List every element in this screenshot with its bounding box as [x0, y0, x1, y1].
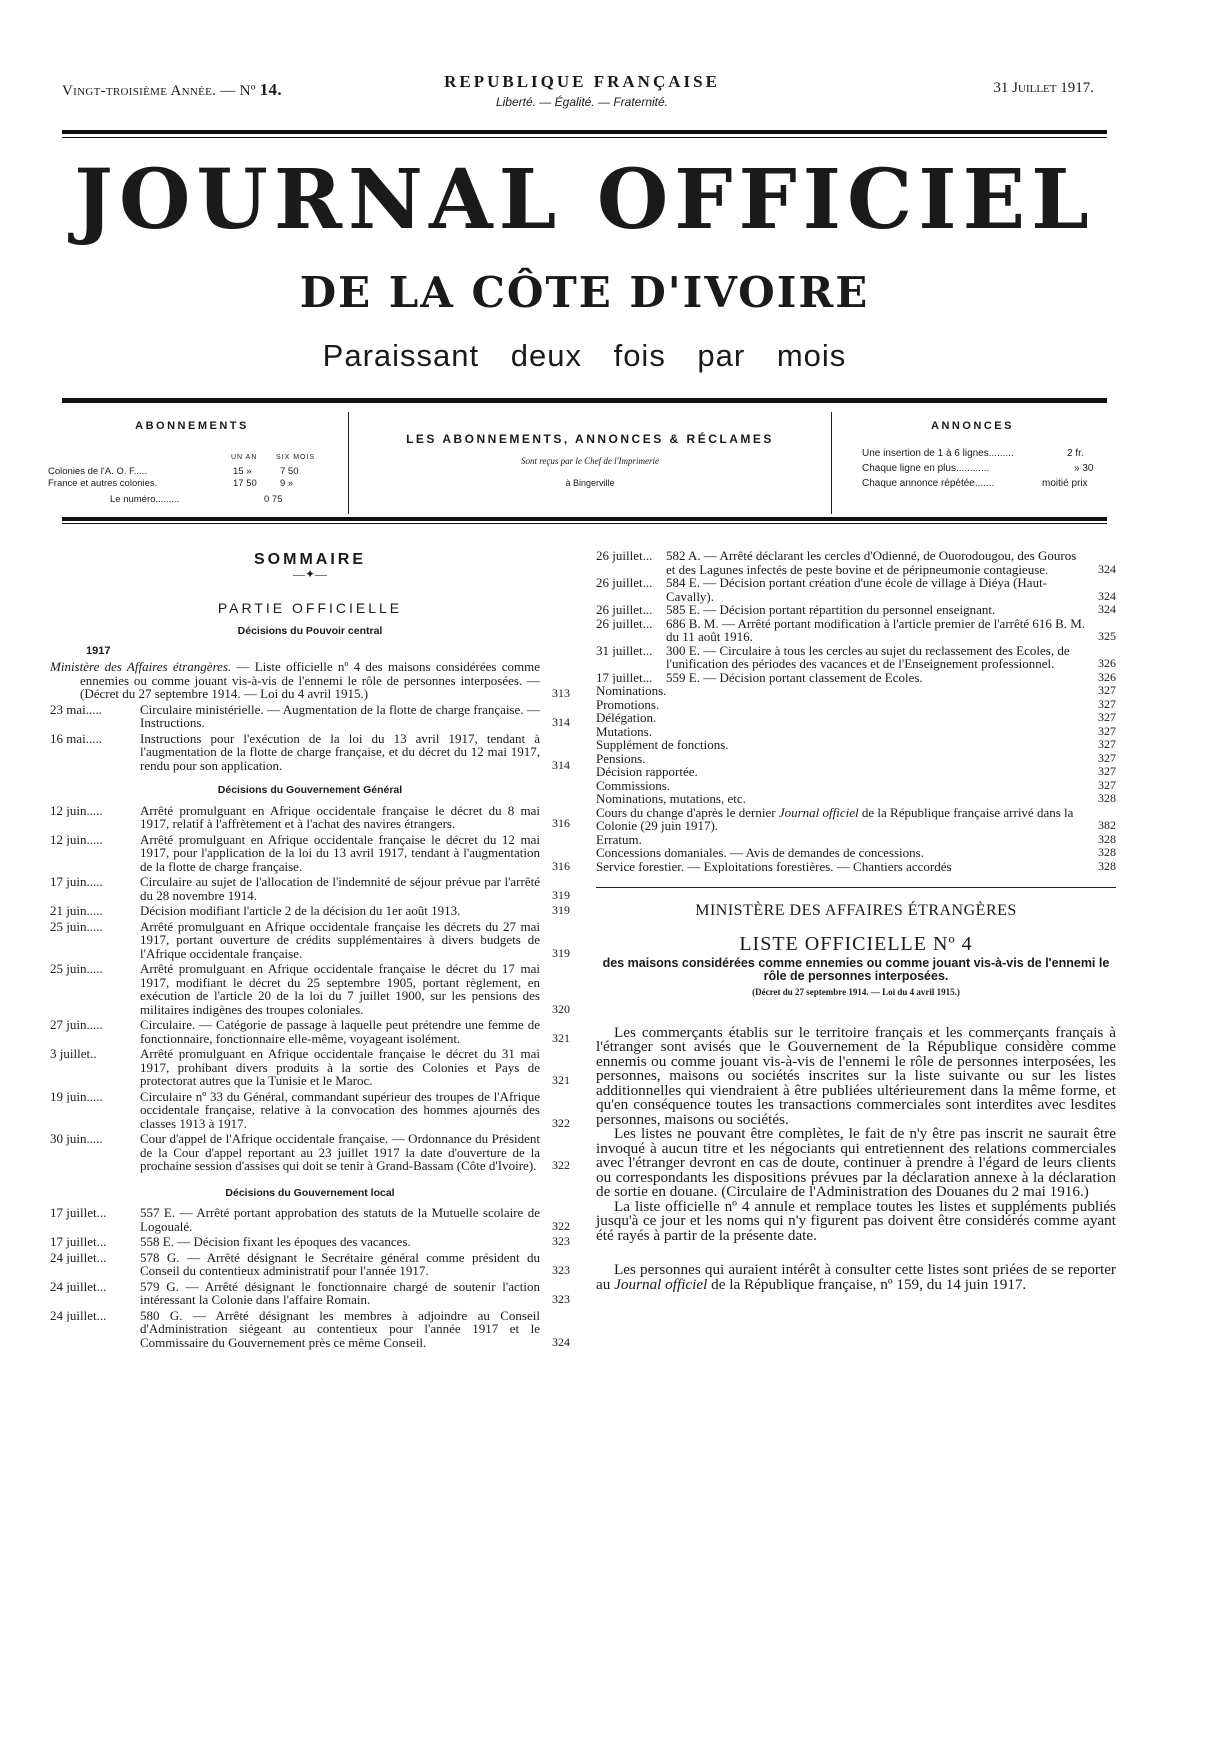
- sommaire-entry[interactable]: [596, 846, 1116, 860]
- entry-date: 3 juillet..: [50, 1047, 97, 1061]
- sommaire-entry[interactable]: [50, 1309, 570, 1350]
- abonnement-un-an: 15 »: [233, 466, 252, 477]
- annonce-row: [862, 463, 1102, 478]
- entry-text: Pensions.: [596, 751, 646, 765]
- entry-page: 322: [552, 1218, 570, 1233]
- sommaire-entry[interactable]: [50, 1251, 570, 1278]
- local-list: [50, 1206, 570, 1349]
- sommaire-entry[interactable]: [50, 1206, 570, 1233]
- divider: [596, 887, 1116, 888]
- entry-page: 327: [1098, 738, 1116, 751]
- entry-text: Circulaire nº 33 du Général, commandant supérieur des troupes de l'Afrique occidentale française, relative à la convocation des hommes ajournés des classes 1913 à 1917.: [140, 1088, 540, 1131]
- abonnements-box: [42, 412, 342, 514]
- entry-text: Concessions domaniales. — Avis de demandes de concessions.: [596, 846, 924, 860]
- sommaire-column: [50, 553, 570, 1351]
- abonnement-row: [48, 478, 348, 490]
- abonnement-label: France et autres colonies.: [48, 478, 158, 489]
- republic-name: REPUBLIQUE FRANÇAISE: [444, 72, 720, 91]
- ornament: —✦—: [292, 566, 328, 581]
- entry-page: 327: [1098, 765, 1116, 778]
- sommaire-entry[interactable]: [596, 711, 1116, 725]
- entry-text: Arrêté promulguant en Afrique occidentale française le décret du 12 mai 1917, pour l'application de la loi du 13 avril 1917, tendant à l'augmentation de la flotte de charge française.: [140, 831, 540, 874]
- entry-page: 322: [552, 1158, 570, 1172]
- entry-text: 585 E. — Décision portant répartition du personnel enseignant.: [666, 602, 996, 617]
- annonces-title: ANNONCES: [931, 420, 1014, 432]
- entry-page: 324: [1098, 588, 1116, 603]
- entry-date: 21 juin.....: [50, 904, 103, 918]
- entry-text: 584 E. — Décision portant création d'une école de village à Diéya (Haut-Cavally).: [666, 575, 1048, 604]
- sommaire-entry[interactable]: [596, 671, 1116, 685]
- sommaire-entry[interactable]: [596, 792, 1116, 806]
- journal-title: JOURNAL OFFICIEL: [74, 152, 1095, 248]
- entry-text: Arrêté promulguant en Afrique occidentale française le décret du 8 mai 1917, relatif à l'affrètement et à l'achat des navires étrangers.: [140, 802, 540, 831]
- sommaire-entry[interactable]: [50, 1018, 570, 1045]
- entry-text: 578 G. — Arrêté désignant le Secrétaire général comme président du Conseil du contentieux administratif pour l'année 1917.: [140, 1249, 540, 1278]
- right-simple-list: [596, 684, 1116, 806]
- cours-change-entry[interactable]: [596, 806, 1116, 833]
- entry-date: 26 juillet...: [596, 603, 653, 617]
- entry-page: 321: [552, 1030, 570, 1045]
- issue-number: 14.: [259, 80, 282, 99]
- entry-date: 24 juillet...: [50, 1279, 107, 1293]
- entry-page: 323: [552, 1234, 570, 1248]
- entry-text: Arrêté promulguant en Afrique occidentale française le décret du 17 mai 1917, modifiant le décret du 25 septembre 1905, portant règlement, en exécution de l'article 20 de la loi du 7 juillet 1900, sur les pensions des militaires indigènes des troupes coloniales.: [140, 961, 540, 1017]
- annonce-price: » 30: [1074, 463, 1094, 474]
- annonce-label: Chaque annonce répétée.......: [862, 478, 995, 489]
- entry-date: 12 juin.....: [50, 803, 103, 817]
- sommaire-entry[interactable]: [596, 603, 1116, 617]
- entry-page: 327: [1098, 724, 1116, 738]
- numero-label: Le numéro.........: [110, 494, 180, 505]
- sommaire-entry[interactable]: [596, 576, 1116, 603]
- entry-page: 323: [552, 1263, 570, 1277]
- entry-page: 319: [552, 903, 570, 917]
- entry-date: 19 juin.....: [50, 1089, 103, 1103]
- section-pouvoir-central: Décisions du Pouvoir central: [237, 625, 383, 637]
- liste-decret: (Décret du 27 septembre 1914. — Loi du 4 avril 1915.): [752, 987, 960, 997]
- entry-date: 31 juillet...: [596, 643, 653, 657]
- entry-page: 324: [552, 1334, 570, 1349]
- entry-text: Décision modifiant l'article 2 de la décision du 1er août 1913.: [140, 903, 461, 918]
- entry-page: 323: [552, 1292, 570, 1306]
- entry-text: Décision rapportée.: [596, 765, 698, 779]
- ministry-title: MINISTÈRE DES AFFAIRES ÉTRANGÈRES: [695, 902, 1017, 919]
- entry-page: 314: [552, 715, 570, 729]
- entry-text: Nominations, mutations, etc.: [596, 792, 746, 806]
- entry-text: Nominations.: [596, 684, 667, 698]
- abonnements-title: ABONNEMENTS: [135, 420, 249, 432]
- issue-date: 31 Juillet 1917.: [993, 80, 1094, 96]
- sommaire-entry[interactable]: [596, 549, 1116, 576]
- annonces-box: [838, 412, 1107, 514]
- right-column: [596, 549, 1116, 1292]
- entry-page: 319: [552, 887, 570, 902]
- entry-page: 324: [1098, 602, 1116, 616]
- entry-page: 325: [1098, 629, 1116, 643]
- entry-text: Service forestier. — Exploitations forestières. — Chantiers accordés: [596, 859, 952, 873]
- right-tail-list: [596, 833, 1116, 874]
- sommaire-entry[interactable]: [596, 738, 1116, 752]
- col-six-mois: SIX MOIS: [276, 454, 316, 461]
- entry-text: Erratum.: [596, 832, 642, 846]
- entry-page: 328: [1098, 832, 1116, 846]
- numero-price: 0 75: [264, 494, 283, 505]
- central-list: [50, 703, 570, 773]
- entry-page: 326: [1098, 656, 1116, 670]
- abonnement-un-an: 17 50: [233, 478, 257, 489]
- reception-line: Sont reçus par le Chef de l'Imprimerie: [520, 456, 660, 466]
- entry-page: 316: [552, 816, 570, 830]
- entry-page: 327: [1098, 684, 1116, 697]
- entry-ministry: Ministère des Affaires étrangères.: [50, 659, 232, 674]
- sommaire-entry[interactable]: [596, 765, 1116, 779]
- abonnement-row: [48, 466, 348, 478]
- right-dated-list: [596, 549, 1116, 684]
- article-paragraph: La liste officielle nº 4 annule et remplace toutes les listes et suppléments publiés jusqu'à ce jour et les noms qui n'y figurent pas doivent être considérés comme ayant été rayés à partir de la présente date.: [596, 1197, 1116, 1244]
- entry-page: 313: [552, 686, 570, 700]
- entry-text: 558 E. — Décision fixant les époques des vacances.: [140, 1234, 411, 1249]
- reception-box: [348, 412, 832, 514]
- sommaire-entry[interactable]: [596, 617, 1116, 644]
- entry-page: 320: [552, 1001, 570, 1016]
- entry-page: 327: [1098, 697, 1116, 711]
- year-issue: [62, 80, 282, 100]
- entry-page: 327: [1098, 778, 1116, 792]
- entry-date: 17 juillet...: [596, 670, 653, 684]
- entry-text: Promotions.: [596, 697, 660, 711]
- entry-text: Arrêté promulguant en Afrique occidentale française les décrets du 27 mai 1917, portant ouverture de crédits supplémentaires à divers budgets de l'Afrique occidentale française.: [140, 918, 540, 961]
- entry-date: 17 juillet...: [50, 1235, 107, 1249]
- section-gouvernement-local: Décisions du Gouvernement local: [225, 1186, 395, 1199]
- abonnements-table: [48, 454, 348, 506]
- republic-motto: Liberté. — Égalité. — Fraternité.: [495, 95, 669, 109]
- entry-date: 24 juillet...: [50, 1250, 107, 1264]
- entry-text: Circulaire au sujet de l'allocation de l'indemnité de séjour prévue par l'arrêté du 28 novembre 1914.: [140, 874, 540, 903]
- numero-row: [48, 494, 348, 506]
- entry-text: 300 E. — Circulaire à tous les cercles au sujet du reclassement des Ecoles, de l'unification des périodes des vacances et de l'Enseignement professionnel.: [666, 642, 1070, 671]
- entry-text: Délégation.: [596, 711, 657, 725]
- sommaire-entry[interactable]: [596, 779, 1116, 793]
- entry-page: 328: [1098, 792, 1116, 805]
- entry-text: Supplément de fonctions.: [596, 738, 729, 752]
- entry-page: 322: [552, 1115, 570, 1130]
- abonnement-six-mois: 7 50: [280, 466, 299, 477]
- sommaire-entry[interactable]: [50, 1235, 570, 1249]
- entry-date: 30 juin.....: [50, 1132, 103, 1146]
- entry-date: 25 juin.....: [50, 962, 103, 976]
- entry-page: 382: [1098, 818, 1116, 832]
- entry-page: 324: [1098, 561, 1116, 576]
- paragraph-journal: Journal officiel: [614, 1275, 708, 1293]
- sommaire-entry[interactable]: [50, 703, 570, 730]
- entry-page: 316: [552, 858, 570, 873]
- abonnements-header: [48, 454, 348, 466]
- entry-page: 327: [1098, 711, 1116, 724]
- article-paragraph: Les listes ne pouvant être complètes, le fait de n'y être pas inscrit ne saurait être invoqué à aucun titre et les négociants qui entretiennent des relations commerciales avec l'étranger devront en cas de doute, continuer à prendre à l'égard de leurs clients ou correspondants les dispositions prévues par la déclaration annexe à la déclaration de sortie en douane. (Circulaire de l'Administration des Douanes du 2 mai 1916.): [596, 1125, 1116, 1200]
- sommaire-entry[interactable]: [596, 698, 1116, 712]
- cours-text-end: de la République française arrivé dans la Colonie (29 juin 1917).: [596, 805, 1074, 833]
- entry-page: 326: [1098, 669, 1116, 684]
- sommaire-entry[interactable]: [50, 833, 570, 874]
- reception-title: LES ABONNEMENTS, ANNONCES & RÉCLAMES: [406, 432, 774, 446]
- cours-journal: Journal officiel: [778, 805, 859, 820]
- sommaire-entry[interactable]: [596, 833, 1116, 847]
- entry-text: Instructions pour l'exécution de la loi du 13 avril 1917, tendant à l'augmentation de la flotte de charge française, et du décret du 12 mai 1917, rendu pour son application.: [140, 730, 540, 773]
- sommaire-entry[interactable]: [596, 684, 1116, 698]
- liste-title: LISTE OFFICIELLE Nº 4: [739, 932, 973, 955]
- sommaire-entry[interactable]: [596, 644, 1116, 671]
- entry-date: 12 juin.....: [50, 832, 103, 846]
- year-label: Vingt-troisième Année. — Nº: [62, 83, 256, 99]
- entry-text: Commissions.: [596, 778, 671, 792]
- sommaire-entry[interactable]: [596, 752, 1116, 766]
- entry-page: 314: [552, 757, 570, 772]
- entry-text: — Liste officielle nº 4 des maisons considérées comme ennemies ou comme jouant vis-à-vis de l'ennemi le rôle de personnes interposées. — (Décret du 27 septembre 1914. — Loi du 4 avril 1915.): [80, 659, 540, 701]
- sommaire-entry[interactable]: [50, 804, 570, 831]
- entry-text: 579 G. — Arrêté désignant le fonctionnaire chargé de soutenir l'action intéressant la Colonie dans l'affaire Romain.: [140, 1278, 540, 1307]
- partie-officielle-heading: PARTIE OFFICIELLE: [217, 599, 403, 616]
- entry-text: Circulaire. — Catégorie de passage à laquelle peut prétendre une femme de fonctionnaire, fonctionnaire elle-même, voyageant isolément.: [140, 1017, 540, 1046]
- paragraph-text-end: de la République française, nº 159, du 14 juin 1917.: [707, 1275, 1027, 1293]
- entry-page: 321: [552, 1073, 570, 1087]
- entry-date: 26 juillet...: [596, 549, 653, 563]
- cours-text: Cours du change d'après le dernier: [596, 805, 779, 820]
- article-paragraph: Les commerçants établis sur le territoire français et les commerçants français à l'étranger sont avisés que le Gouvernement de la République considère comme ennemis ou comme jouant vis-à-vis de l'ennemi le rôle de personnes interposées, les personnes, maisons ou sociétés inscrites sur la liste suivante ou sur les listes additionnelles qui viendraient à être publiées ultérieurement dans la même forme, et qu'en conséquence toutes les transactions commerciales sont interdites avec lesdites personnes, maisons ou sociétés.: [596, 1023, 1116, 1128]
- entry-text: 559 E. — Décision portant classement de Ecoles.: [666, 669, 923, 685]
- entry-date: 24 juillet...: [50, 1308, 107, 1322]
- republic-block: [402, 72, 762, 109]
- entry-page: 328: [1098, 846, 1116, 859]
- abonnement-label: Colonies de l'A. O. F.....: [48, 466, 147, 477]
- sommaire-entry[interactable]: [50, 732, 570, 773]
- entry-date: 25 juin.....: [50, 919, 103, 933]
- article-paragraph: [596, 1263, 1116, 1292]
- col-un-an: UN AN: [231, 454, 258, 461]
- entry-text: 557 E. — Arrêté portant approbation des statuts de la Mutuelle scolaire de Logoualé.: [140, 1205, 540, 1234]
- sommaire-entry[interactable]: [596, 860, 1116, 874]
- sommaire-entry[interactable]: [50, 920, 570, 961]
- sommaire-entry[interactable]: [50, 1047, 570, 1088]
- entry-text: 686 B. M. — Arrêté portant modification à l'article premier de l'arrêté 616 B. M. du 11 août 1916.: [666, 615, 1086, 644]
- general-list: [50, 804, 570, 1173]
- reception-city: à Bingerville: [565, 478, 615, 488]
- annonce-row: [862, 478, 1102, 493]
- subscription-info: [42, 412, 1107, 514]
- sommaire-entry[interactable]: [50, 875, 570, 902]
- sommaire-entry[interactable]: [50, 1090, 570, 1131]
- sommaire-title: SOMMAIRE: [254, 551, 366, 568]
- entry-date: 26 juillet...: [596, 576, 653, 590]
- entry-date: 16 mai.....: [50, 731, 102, 745]
- entry-page: 319: [552, 945, 570, 960]
- entry-text: 582 A. — Arrêté déclarant les cercles d'Odienné, de Ouorodougou, des Gouros et des Lagunes infectés de peste bovine et de péripneumonie contagieuse.: [666, 548, 1077, 577]
- annonce-row: [862, 448, 1102, 463]
- abonnement-six-mois: 9 »: [280, 478, 294, 489]
- entry-text: Circulaire ministérielle. — Augmentation de la flotte de charge française. — Instructions.: [140, 701, 540, 730]
- sommaire-entry[interactable]: [50, 904, 570, 918]
- annonce-price: moitié prix: [1042, 478, 1088, 489]
- sommaire-entry[interactable]: [596, 725, 1116, 739]
- liste-subtitle: des maisons considérées comme ennemies ou comme jouant vis-à-vis de l'ennemi le rôle de personnes interposées.: [602, 956, 1110, 983]
- masthead-rule-bottom: [62, 517, 1107, 524]
- sommaire-entry[interactable]: [50, 660, 570, 701]
- journal-subtitle: DE LA CÔTE D'IVOIRE: [299, 268, 870, 317]
- entry-text: Arrêté promulguant en Afrique occidentale française le décret du 31 mai 1917, prohibant divers produits à la sortie des Colonies et Pays de protectorat autres que la Tunisie et le Maroc.: [140, 1046, 540, 1088]
- annonce-price: 2 fr.: [1067, 448, 1084, 459]
- entry-page: 327: [1098, 751, 1116, 765]
- entry-text: Mutations.: [596, 724, 652, 738]
- entry-text: Cour d'appel de l'Afrique occidentale française. — Ordonnance du Président de la Cour d'appel reportant au 23 juillet 1917 la date d'ouverture de la prochaine session d'assises qui doit se tenir à Grand-Bassam (Côte d'Ivoire).: [140, 1131, 540, 1173]
- entry-text: 580 G. — Arrêté désignant les membres à adjoindre au Conseil d'Administration siégeant au contentieux pour l'année 1917 et le Commissaire du Gouvernement près ce même Conseil.: [140, 1307, 540, 1350]
- entry-page: 328: [1098, 859, 1116, 873]
- entry-date: 23 mai.....: [50, 702, 102, 716]
- entry-date: 27 juin.....: [50, 1018, 103, 1032]
- sommaire-entry[interactable]: [50, 1280, 570, 1307]
- masthead-topline: [62, 72, 1094, 112]
- journal-frequency: Paraissant deux fois par mois: [322, 338, 847, 373]
- entry-date: 26 juillet...: [596, 616, 653, 630]
- sommaire-entry[interactable]: [50, 1132, 570, 1173]
- masthead-rule-mid: [62, 398, 1107, 406]
- year-heading: 1917: [86, 644, 111, 657]
- paragraph-text: Les personnes qui auraient intérêt à consulter cette listes sont priées de se reporter au: [596, 1261, 1116, 1293]
- annonce-label: Une insertion de 1 à 6 lignes.........: [862, 448, 1014, 459]
- masthead-rule-top: [62, 130, 1107, 138]
- entry-date: 17 juillet...: [50, 1206, 107, 1220]
- section-gouvernement-general: Décisions du Gouvernement Général: [217, 784, 403, 796]
- sommaire-entry[interactable]: [50, 962, 570, 1016]
- entry-date: 17 juin.....: [50, 875, 103, 889]
- annonce-label: Chaque ligne en plus............: [862, 463, 990, 474]
